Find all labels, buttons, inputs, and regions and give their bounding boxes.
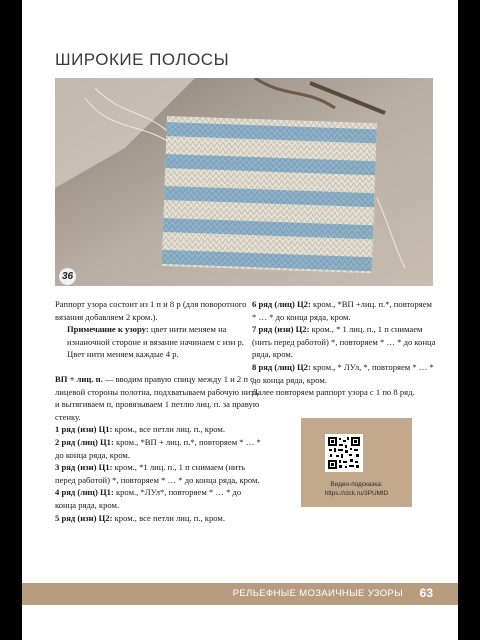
video-link[interactable]: https://clck.ru/3PUMtD <box>324 490 389 497</box>
row-text: кром., *ЛУл*, повторяем * … * до конца ряда, кром. <box>55 487 242 510</box>
book-page <box>22 0 458 640</box>
footer-section-title: РЕЛЬЕФНЫЕ МОЗАИЧНЫЕ УЗОРЫ <box>232 588 403 599</box>
row-text: кром., все петли лиц. п., кром. <box>112 512 225 523</box>
swatch-image <box>55 78 433 286</box>
vp-text: — вводим правую спицу между 1 и 2 п с лицевой стороны полотна, подхватываем рабочую нить и вытягиваем п, провязываем 1 петлю лиц. п. за правую стенку. <box>55 373 260 422</box>
row-text: кром., *ВП + лиц. п.*, повторяем * … * до конца ряда, кром. <box>55 436 261 460</box>
rapport-text: Раппорт узора состоит из 1 п и 8 р (для поворотного вязания добавляем 2 кром.). <box>55 299 247 322</box>
swatch-photo <box>55 78 433 286</box>
row-text: кром., *1 лиц. п., 1 п снимаем (нить перед работой) *, повторяем * … * до конца ряда, кром. <box>55 462 260 485</box>
row-7 <box>252 323 436 361</box>
row-label: 5 ряд (изн) Ц2: <box>55 512 113 523</box>
video-hint-card[interactable] <box>301 418 412 507</box>
footer-band <box>22 583 458 605</box>
row-label: 1 ряд (изн) Ц1: <box>55 424 113 435</box>
vp-definition <box>55 373 261 423</box>
row-label: 6 ряд (лиц) Ц2: <box>252 299 311 309</box>
row-label: 7 ряд (изн) Ц2: <box>252 324 310 335</box>
row-label: 4 ряд (лиц) Ц1: <box>55 487 114 498</box>
pattern-number-badge: 36 <box>59 268 76 285</box>
row-text: кром., * ЛУл, *, повторяем * … * до конца ряда, кром. <box>252 361 434 385</box>
row-2 <box>55 436 261 461</box>
video-caption <box>301 480 412 498</box>
row-label: 2 ряд (лиц) Ц1: <box>55 436 114 447</box>
row-text: кром., все петли лиц. п., кром. <box>112 424 225 435</box>
row-text: кром., *ВП +лиц. п.*, повторяем * … * до конца ряда, кром. <box>252 299 432 322</box>
vp-label: ВП + лиц. п. <box>55 373 103 384</box>
note-text: цвет нити меняем на изнаночной стороне и вязание начинаем с изн р. <box>67 324 244 347</box>
page-title: ШИРОКИЕ ПОЛОСЫ <box>55 50 230 69</box>
page-number: 63 <box>419 586 433 600</box>
note-label: Примечание к узору: <box>67 324 149 335</box>
left-column <box>55 298 261 524</box>
qr-code-icon[interactable] <box>325 434 363 472</box>
video-label: Видео-подсказка: <box>330 481 383 488</box>
repeat-text: Далее повторяем раппорт узора с 1 по 8 ряд. <box>252 387 415 398</box>
row-1 <box>55 423 261 436</box>
row-5 <box>55 512 261 525</box>
row-4 <box>55 486 261 511</box>
note-paragraph <box>55 323 261 348</box>
right-column <box>252 298 436 399</box>
row-label: 3 ряд (изн) Ц1: <box>55 462 113 473</box>
row-text: кром., * 1 лиц. п., 1 п снимаем (нить перед работой) *, повторяем * … * до конца ряда, кром. <box>252 324 436 360</box>
row-6 <box>252 298 436 323</box>
color-change-text: Цвет нити меняем каждые 4 р. <box>67 349 179 360</box>
row-3 <box>55 461 261 486</box>
row-label: 8 ряд (лиц) Ц2: <box>252 361 311 372</box>
row-8 <box>252 361 436 386</box>
